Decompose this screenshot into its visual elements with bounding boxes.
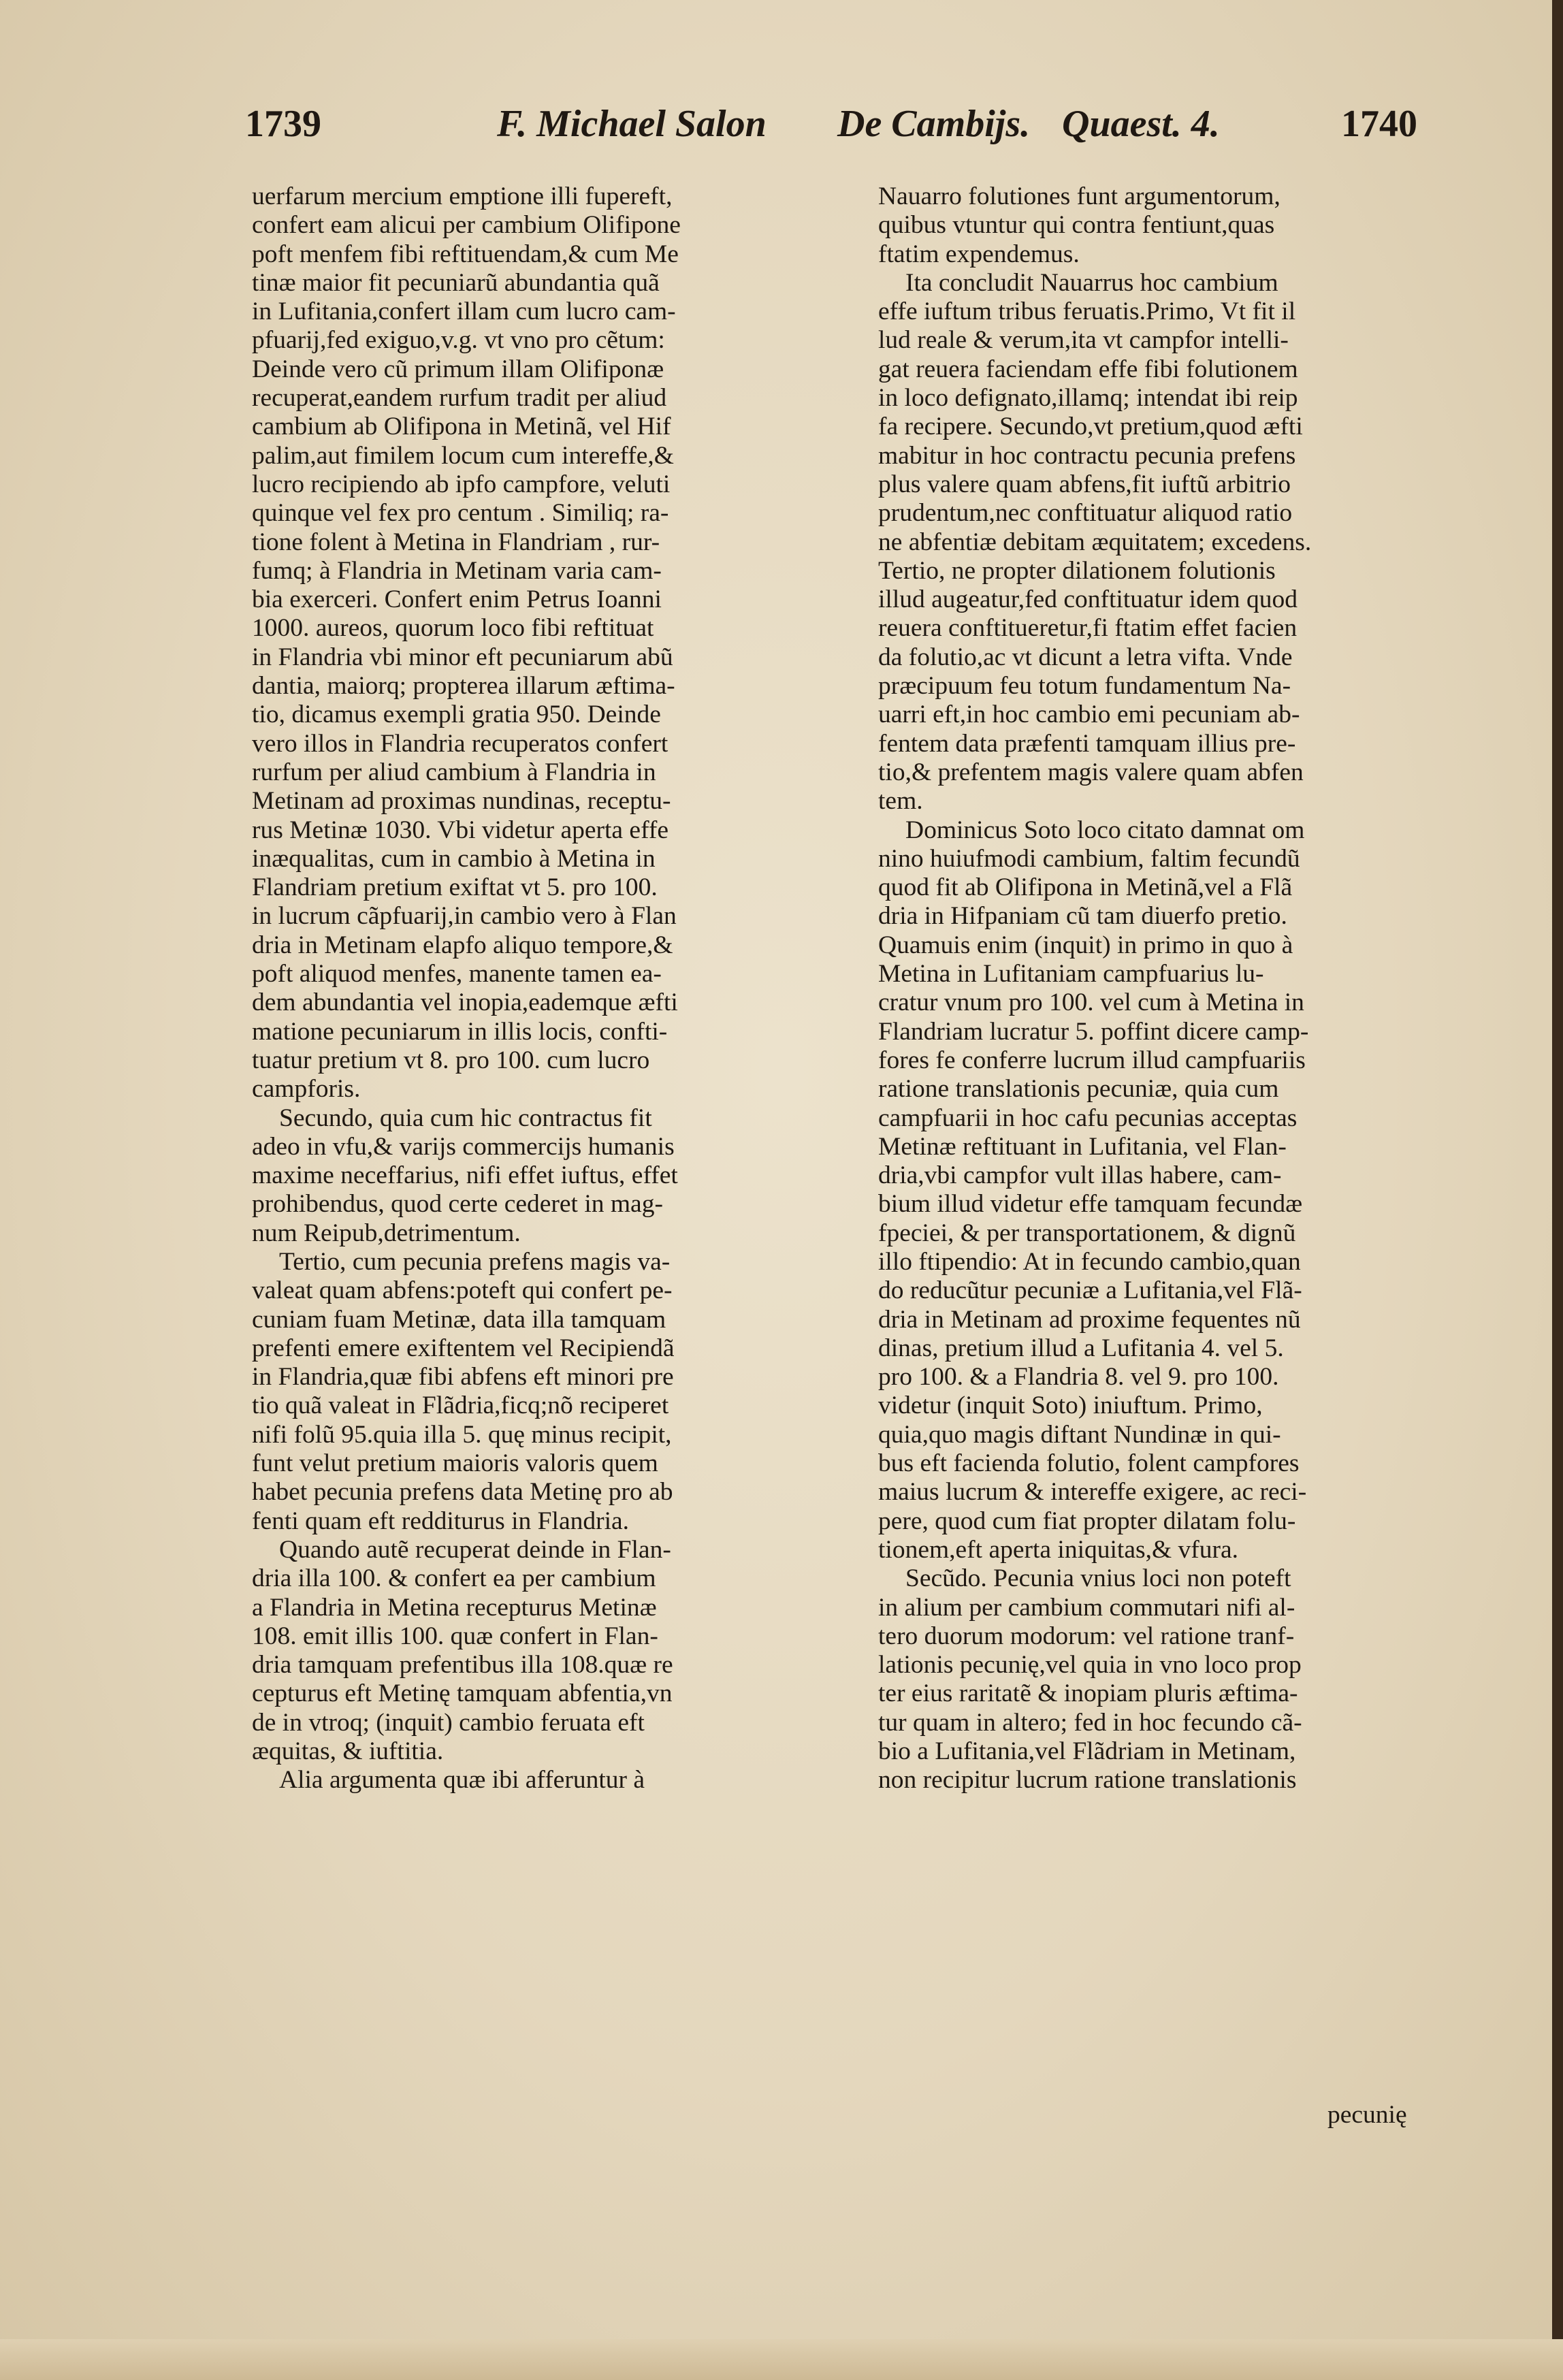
text-line: quod fit ab Olifipona in Metinã,vel a Flã — [878, 873, 1293, 902]
page-bottom-margin — [0, 2339, 1563, 2380]
text-line: Metina in Lufitaniam campfuarius lu- — [878, 960, 1264, 988]
text-line: prudentum,nec conftituatur aliquod ratio — [878, 499, 1293, 528]
text-line: vero illos in Flandria recuperatos confert — [252, 729, 668, 758]
text-line: tio quã valeat in Flãdria,ficq;nõ reciperet — [252, 1392, 669, 1420]
text-line: in alium per cambium commutari nifi al- — [878, 1593, 1295, 1622]
text-line: matione pecuniarum in illis locis, confti- — [252, 1017, 668, 1046]
text-line: dria in Metinam elapfo aliquo tempore,& — [252, 931, 673, 959]
text-line: 108. emit illis 100. quæ confert in Flan- — [252, 1622, 658, 1650]
text-line: gat reuera faciendam effe fibi folutionem — [878, 355, 1298, 383]
text-line: Secundo, quia cum hic contractus fit — [279, 1104, 652, 1132]
text-line: maius lucrum & intereffe exigere, ac reci- — [878, 1478, 1307, 1507]
text-line: do reducũtur pecuniæ a Lufitania,vel Flã- — [878, 1276, 1302, 1305]
text-line: cratur vnum pro 100. vel cum à Metina in — [878, 988, 1304, 1017]
text-line: Flandriam lucratur 5. poffint dicere camp- — [878, 1017, 1309, 1046]
text-line: lationis pecunię,vel quia in vno loco prop — [878, 1651, 1302, 1679]
text-line: campfuarii in hoc cafu pecunias acceptas — [878, 1104, 1298, 1132]
text-line: fenti quam eft redditurus in Flandria. — [252, 1507, 630, 1535]
text-line: tur quam in altero; fed in hoc fecundo cã- — [878, 1708, 1302, 1737]
text-line: bio a Lufitania,vel Flãdriam in Metinam, — [878, 1737, 1296, 1766]
page-edge — [1552, 0, 1563, 2380]
text-line: videtur (inquit Soto) iniuftum. Primo, — [878, 1392, 1263, 1420]
text-line: nifi folũ 95.quia illa 5. quę minus recipit, — [252, 1420, 672, 1449]
text-line: maxime neceffarius, nifi effet iuftus, effet — [252, 1161, 678, 1190]
text-line: rus Metinæ 1030. Vbi videtur aperta effe — [252, 816, 669, 844]
text-line: in Lufitania,confert illam cum lucro cam- — [252, 298, 676, 326]
text-line: tem. — [878, 787, 923, 816]
text-line: ter eius raritatẽ & inopiam pluris æftima- — [878, 1679, 1298, 1708]
text-line: tio, dicamus exempli gratia 950. Deinde — [252, 701, 661, 729]
text-line: tinæ maior fit pecuniarũ abundantia quã — [252, 268, 660, 297]
text-line: lud reale & verum,ita vt campfor intelli- — [878, 326, 1289, 355]
text-line: Deinde vero cũ primum illam Olifiponæ — [252, 355, 664, 383]
text-line: poft aliquod menfes, manente tamen ea- — [252, 960, 662, 988]
text-line: ftatim expendemus. — [878, 240, 1080, 268]
text-line: tione folent à Metina in Flandriam , rur- — [252, 528, 660, 556]
text-line: prohibendus, quod certe cederet in mag- — [252, 1190, 663, 1219]
text-line: dria tamquam prefentibus illa 108.quæ re — [252, 1651, 673, 1679]
text-line: prefenti emere exiftentem vel Recipiendã — [252, 1334, 675, 1362]
text-line: funt velut pretium maioris valoris quem — [252, 1449, 658, 1478]
text-line: pere, quod cum fiat propter dilatam folu- — [878, 1507, 1296, 1535]
text-line: cambium ab Olifipona in Metinã, vel Hif — [252, 413, 671, 441]
text-line: Ita concludit Nauarrus hoc cambium — [905, 268, 1278, 297]
text-line: uerfarum mercium emptione illi fupereft, — [252, 182, 673, 210]
text-line: adeo in vfu,& varijs commercijs humanis — [252, 1132, 675, 1161]
catchword: pecunię — [1327, 2101, 1407, 2129]
text-line: æquitas, & iuftitia. — [252, 1737, 444, 1766]
text-line: Nauarro folutiones funt argumentorum, — [878, 182, 1280, 210]
running-head-title: De Cambijs. — [837, 103, 1031, 145]
text-line: Metinæ reftituant in Lufitania, vel Flan- — [878, 1132, 1287, 1161]
text-line: in loco defignato,illamq; intendat ibi reip — [878, 384, 1298, 413]
text-line: pro 100. & a Flandria 8. vel 9. pro 100. — [878, 1363, 1279, 1392]
text-line: a Flandria in Metina recepturus Metinæ — [252, 1593, 657, 1622]
text-line: Tertio, cum pecunia prefens magis va- — [279, 1247, 671, 1276]
text-line: Quando autẽ recuperat deinde in Flan- — [279, 1535, 671, 1564]
text-line: bia exerceri. Confert enim Petrus Ioanni — [252, 585, 662, 614]
text-line: uarri eft,in hoc cambio emi pecuniam ab- — [878, 701, 1300, 729]
left-text-column — [252, 182, 817, 1795]
text-line: de in vtroq; (inquit) cambio feruata eft — [252, 1708, 645, 1737]
text-line: dantia, maiorq; propterea illarum æftima- — [252, 672, 675, 701]
text-line: tio,& prefentem magis valere quam abfen — [878, 758, 1304, 786]
text-line: tionem,eft aperta iniquitas,& vfura. — [878, 1535, 1238, 1564]
text-line: pfuarij,fed exiguo,v.g. vt vno pro cẽtum: — [252, 326, 665, 355]
text-line: fentem data præfenti tamquam illius pre- — [878, 729, 1296, 758]
text-line: campforis. — [252, 1075, 361, 1104]
text-line: in Flandria vbi minor eft pecuniarum abũ — [252, 643, 673, 671]
text-line: palim,aut fimilem locum cum intereffe,& — [252, 441, 674, 470]
text-line: bium illud videtur effe tamquam fecundæ — [878, 1190, 1303, 1219]
text-line: Dominicus Soto loco citato damnat om — [905, 816, 1305, 844]
text-line: Metinam ad proximas nundinas, receptu- — [252, 787, 671, 816]
text-line: in Flandria,quæ fibi abfens eft minori pre — [252, 1363, 674, 1392]
text-line: effe iuftum tribus feruatis.Primo, Vt fit il — [878, 298, 1296, 326]
text-line: in lucrum cãpfuarij,in cambio vero à Flan — [252, 902, 677, 931]
text-line: inæqualitas, cum in cambio à Metina in — [252, 844, 656, 873]
text-line: Flandriam pretium exiftat vt 5. pro 100. — [252, 873, 658, 902]
text-line: illud augeatur,fed conftituatur idem quod — [878, 585, 1298, 614]
running-head-author: F. Michael Salon — [497, 103, 767, 145]
text-line: confert eam alicui per cambium Olifipone — [252, 211, 681, 240]
text-line: fpeciei, & per transportationem, & dignũ — [878, 1219, 1296, 1247]
text-line: da folutio,ac vt dicunt a letra vifta. Vnde — [878, 643, 1293, 671]
text-line: illo ftipendio: At in fecundo cambio,quan — [878, 1247, 1301, 1276]
right-text-column — [878, 182, 1443, 1795]
text-line: dinas, pretium illud a Lufitania 4. vel 5. — [878, 1334, 1284, 1362]
text-line: Tertio, ne propter dilationem folutionis — [878, 556, 1276, 585]
right-page-number: 1740 — [1341, 103, 1417, 145]
text-line: ratione translationis pecuniæ, quia cum — [878, 1075, 1279, 1104]
text-line: habet pecunia prefens data Metinę pro ab — [252, 1478, 673, 1507]
text-line: nino huiufmodi cambium, faltim fecundũ — [878, 844, 1300, 873]
text-line: fumq; à Flandria in Metinam varia cam- — [252, 556, 662, 585]
running-head-section: Quaest. 4. — [1062, 103, 1220, 145]
text-line: num Reipub,detrimentum. — [252, 1219, 521, 1247]
text-line: præcipuum feu totum fundamentum Na- — [878, 672, 1291, 701]
text-line: quia,quo magis diftant Nundinæ in qui- — [878, 1420, 1281, 1449]
text-line: Secũdo. Pecunia vnius loci non poteft — [905, 1564, 1291, 1593]
text-line: tero duorum modorum: vel ratione tranf- — [878, 1622, 1295, 1650]
text-line: dria in Metinam ad proxime fequentes nũ — [878, 1305, 1301, 1334]
text-line: 1000. aureos, quorum loco fibi reftituat — [252, 614, 654, 643]
text-line: dria in Hifpaniam cũ tam diuerfo pretio. — [878, 902, 1287, 931]
text-line: ne abfentiæ debitam æquitatem; excedens. — [878, 528, 1312, 556]
text-line: dem abundantia vel inopia,eademque æfti — [252, 988, 678, 1017]
text-line: dria illa 100. & confert ea per cambium — [252, 1564, 656, 1593]
text-line: plus valere quam abfens,fit iuftũ arbitrio — [878, 470, 1291, 498]
text-line: Quamuis enim (inquit) in primo in quo à — [878, 931, 1293, 959]
text-line: reuera conftitueretur,fi ftatim effet facien — [878, 614, 1298, 643]
text-line: fores fe conferre lucrum illud campfuariis — [878, 1046, 1306, 1074]
text-line: bus eft facienda folutio, folent campfores — [878, 1449, 1300, 1478]
text-line: lucro recipiendo ab ipfo campfore, veluti — [252, 470, 671, 498]
running-head — [245, 102, 1491, 163]
text-line: cuniam fuam Metinæ, data illa tamquam — [252, 1305, 666, 1334]
left-page-number: 1739 — [245, 103, 321, 145]
text-line: recuperat,eandem rurfum tradit per aliud — [252, 384, 667, 413]
text-line: cepturus eft Metinę tamquam abfentia,vn — [252, 1679, 673, 1708]
text-line: quibus vtuntur qui contra fentiunt,quas — [878, 211, 1275, 240]
text-line: valeat quam abfens:poteft qui confert pe- — [252, 1276, 673, 1305]
text-line: mabitur in hoc contractu pecunia prefens — [878, 441, 1296, 470]
text-line: quinque vel fex pro centum . Similiq; ra- — [252, 499, 669, 528]
text-line: dria,vbi campfor vult illas habere, cam- — [878, 1161, 1282, 1190]
text-line: non recipitur lucrum ratione translationis — [878, 1766, 1297, 1795]
text-line: rurfum per aliud cambium à Flandria in — [252, 758, 656, 786]
text-line: tuatur pretium vt 8. pro 100. cum lucro — [252, 1046, 650, 1074]
text-line: poft menfem fibi reftituendam,& cum Me — [252, 240, 679, 268]
text-line: fa recipere. Secundo,vt pretium,quod æfti — [878, 413, 1303, 441]
text-line: Alia argumenta quæ ibi afferuntur à — [279, 1766, 645, 1795]
